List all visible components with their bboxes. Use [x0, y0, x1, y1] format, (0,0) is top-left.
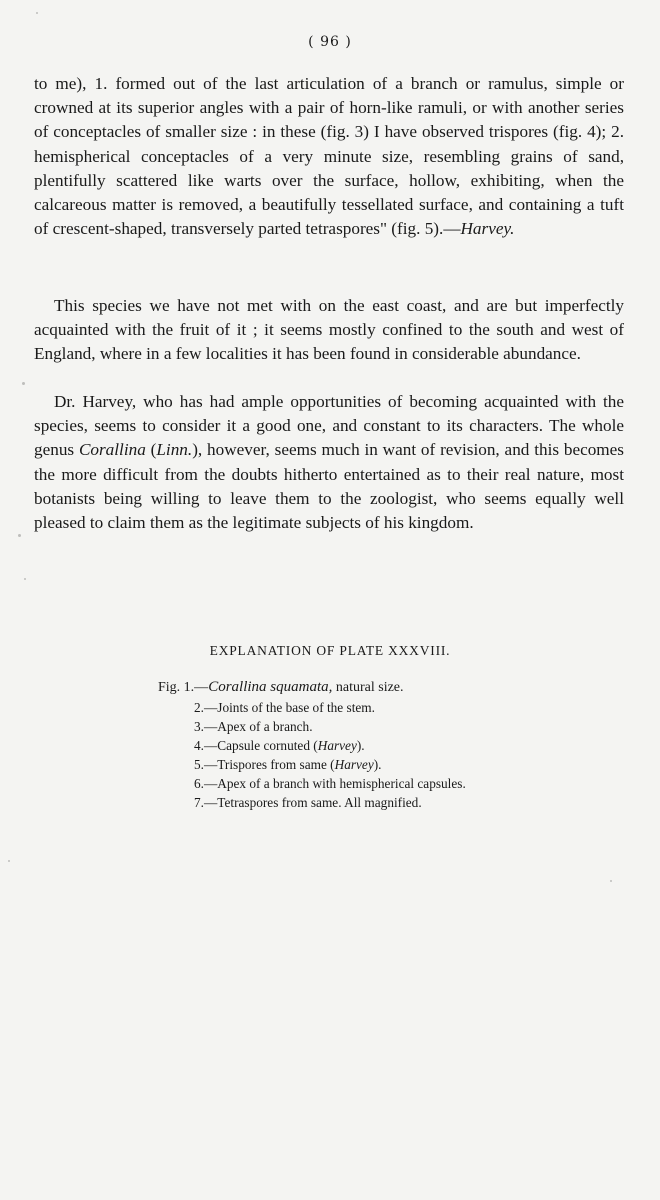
- figure-item-4: [194, 736, 466, 755]
- figure-caption: —Apex of a branch.: [203, 719, 313, 734]
- figure-list: [158, 678, 466, 812]
- genus-authority: Linn.: [156, 440, 193, 460]
- figure-caption: —Trispores from same (: [203, 757, 335, 772]
- figure-author: Harvey: [317, 738, 357, 753]
- paragraph-3: [34, 390, 624, 535]
- scan-speck: [610, 880, 612, 882]
- scan-speck: [36, 12, 38, 14]
- figure-caption: —Apex of a branch with hemispherical capsules.: [203, 776, 466, 791]
- figure-number: 6.: [194, 776, 204, 791]
- page-number: ( 96 ): [308, 34, 352, 50]
- paragraph-1-attribution: Harvey.: [460, 219, 515, 239]
- figure-caption: —Joints of the base of the stem.: [203, 700, 375, 715]
- figure-number: 7.: [194, 795, 204, 810]
- paragraph-2: [34, 294, 624, 367]
- scan-speck: [24, 578, 26, 580]
- explanation-title: EXPLANATION OF PLATE XXXVIII.: [209, 643, 451, 658]
- paren-open: (: [145, 440, 157, 460]
- figure-items: [158, 698, 466, 812]
- scan-speck: [18, 534, 21, 537]
- genus-name: Corallina: [78, 440, 146, 460]
- figure-item-2: [194, 698, 466, 717]
- paragraph-3-text-end: ), however, seems much in want of revision, and this becomes the more difficult from the doubts hitherto entertained as to their real nature, most botanists being willing to leave them to the zoologist, who seems equally well pleased to claim them as the legitimate subjects of his kingdom.: [34, 440, 624, 533]
- scan-speck: [22, 382, 25, 385]
- figure-caption: —Tetraspores from same. All magnified.: [203, 795, 422, 810]
- paragraph-1: [34, 72, 624, 241]
- figure-item-3: [194, 717, 466, 736]
- figure-item-5: [194, 755, 466, 774]
- figure-item-6: [194, 774, 466, 793]
- paragraph-2-text: This species we have not met with on the east coast, and are but imperfectly acquainted with the fruit of it ; it seems mostly confined to the south and west of England, where in a few localities it has been found in considerable abundance.: [34, 296, 624, 364]
- figure-caption-end: ).: [356, 738, 365, 753]
- figure-number: 5.: [194, 757, 204, 772]
- figure-item-1: [158, 678, 466, 697]
- paragraph-3-text-start: Dr. Harvey, who has had ample opportunities of becoming acquainted with the species, seems to consider it a good one, and constant to its characters. The whole genus: [34, 392, 624, 460]
- figure-item-prefix: Fig. 1.—: [158, 680, 209, 695]
- figure-number: 3.: [194, 719, 204, 734]
- paragraph-1-text: to me), 1. formed out of the last articulation of a branch or ramulus, simple or crowned at its superior angles with a pair of horn-like ramuli, or with another series of conceptacles of smaller size : in these (fig. 3) I have observed trispores (fig. 4); 2. hemispherical conceptacles of a very minute size, resembling grains of sand, plentifully scattered like warts over the surface, hollow, exhibiting, when the calcareous matter is removed, a beautifully tessellated surface, and containing a tuft of crescent-shaped, transversely parted tetraspores" (fig. 5).—: [34, 74, 624, 239]
- scan-speck: [8, 860, 10, 862]
- figure-number: 4.: [194, 738, 204, 753]
- figure-caption-end: ).: [373, 757, 382, 772]
- figure-author: Harvey: [334, 757, 374, 772]
- figure-caption: —Capsule cornuted (: [203, 738, 318, 753]
- figure-item-7: [194, 793, 466, 812]
- figure-item-text: natural size.: [332, 680, 404, 695]
- figure-number: 2.: [194, 700, 204, 715]
- species-name: Corallina squamata,: [208, 679, 333, 695]
